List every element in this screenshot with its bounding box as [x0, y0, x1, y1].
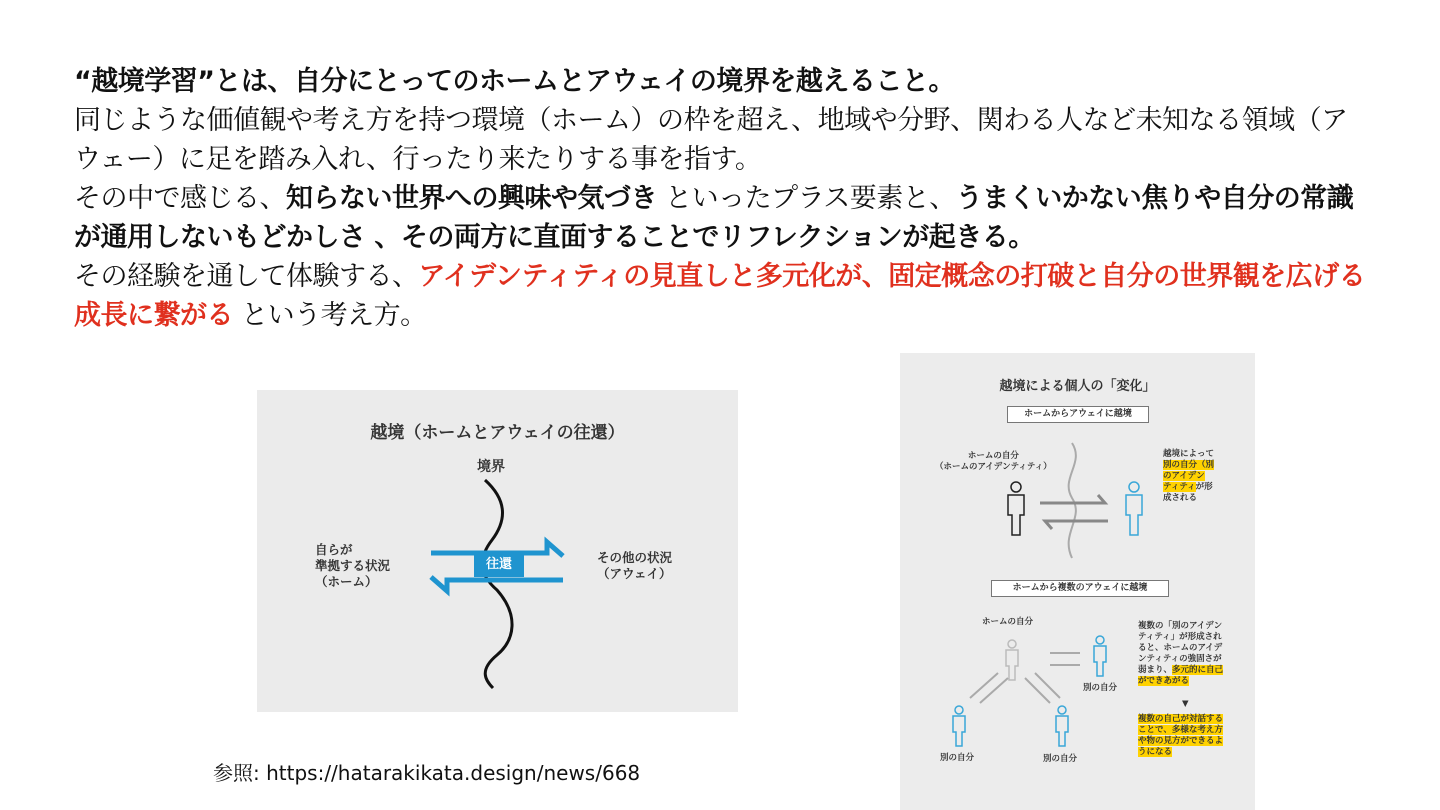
home-person-icon — [1008, 482, 1024, 535]
para2-mid: といったプラス要素と、 — [657, 183, 956, 214]
arrow-left-grey — [1045, 521, 1108, 529]
paragraph-reflection — [74, 179, 1374, 257]
main-text-block — [74, 62, 1374, 335]
paragraph-growth — [74, 257, 1374, 335]
boundary-wavy-line — [482, 480, 512, 688]
para2-pre: その中で感じる、 — [74, 183, 286, 214]
note-multi-self — [1138, 621, 1223, 687]
home-label: 自らが 準拠する状況 （ホーム） — [315, 542, 391, 589]
reference-line: 参照: https://hatarakikata.design/news/668 — [213, 761, 641, 785]
other-self-label-c: 別の自分 — [1043, 754, 1078, 764]
down-arrow-icon: ▼ — [1182, 699, 1189, 709]
figure-personal-change — [900, 353, 1255, 810]
home-self-label: ホームの自分 （ホームのアイデンティティ） — [935, 451, 1052, 472]
note-other-self — [1163, 449, 1214, 504]
paragraph-definition: 同じような価値観や考え方を持つ環境（ホーム）の枠を超え、地域や分野、関わる人など未知なる領域（アウェー）に足を踏み入れ、行ったり来たりする事を指す。 — [74, 105, 1348, 175]
other-person-icon-c — [1056, 706, 1068, 746]
boundary-wavy-line-top — [1069, 443, 1076, 558]
round-trip-badge: 往還 — [474, 553, 524, 577]
other-person-icon — [1126, 482, 1142, 535]
note1-pre: 越境によって — [1163, 449, 1215, 459]
home-person-icon-lower — [1006, 640, 1018, 680]
other-self-label-b: 別の自分 — [940, 753, 975, 763]
note-dialogue — [1138, 714, 1223, 758]
other-self-label-a: 別の自分 — [1083, 683, 1118, 693]
para2-bold1: 知らない世界への興味や気づき — [286, 183, 657, 214]
other-person-icon-b — [953, 706, 965, 746]
single-away-box: ホームからアウェイに越境 — [1007, 406, 1149, 423]
figure1-title: 越境（ホームとアウェイの往還） — [370, 423, 625, 443]
multi-away-box: ホームから複数のアウェイに越境 — [991, 580, 1169, 597]
para3-post: という考え方。 — [233, 300, 427, 331]
note2-highlight: 多元的に自己 ができあがる — [1138, 665, 1224, 686]
reference-label: 参照 — [213, 761, 253, 785]
reference-url: https://hatarakikata.design/news/668 — [266, 761, 641, 785]
para3-highlight: アイデンティティの見直しと多元化が、固定概念の打破と自分の世界観を広げる成長に繋がる — [74, 261, 1366, 331]
home-self-label-lower: ホームの自分 — [982, 617, 1034, 627]
note1-highlight: 別の自分（別 のアイデン ティティ — [1163, 460, 1215, 492]
away-label: その他の状況 （アウェイ） — [597, 550, 673, 581]
boundary-label: 境界 — [477, 459, 505, 475]
note1-post: が形 成される — [1163, 482, 1213, 503]
para3-pre: その経験を通して体験する、 — [74, 261, 419, 292]
other-person-icon-a — [1094, 636, 1106, 676]
arrows-lower-right — [1050, 653, 1080, 665]
para2-bold2: うまくいかない焦りや自分の常識が通用しないもどかしさ 、その両方に直面することでリフレクションが起きる。 — [74, 183, 1354, 253]
note3-highlight: 複数の自己が対話する ことで、多様な考え方 や物の見方ができるよ うになる — [1138, 714, 1224, 757]
figure2-title: 越境による個人の「変化」 — [999, 379, 1156, 394]
arrows-lower-left — [970, 673, 1008, 703]
figure-boundary-crossing — [257, 390, 738, 712]
heading-line: “越境学習”とは、自分にとってのホームとアウェイの境界を越えること。 — [74, 66, 955, 97]
arrows-lower-mid — [1025, 673, 1060, 703]
note2-pre: 複数の「別のアイデン ティティ」が形成され ると、ホームのアイデ ンティティの強固さが 弱まり、 — [1138, 621, 1223, 675]
